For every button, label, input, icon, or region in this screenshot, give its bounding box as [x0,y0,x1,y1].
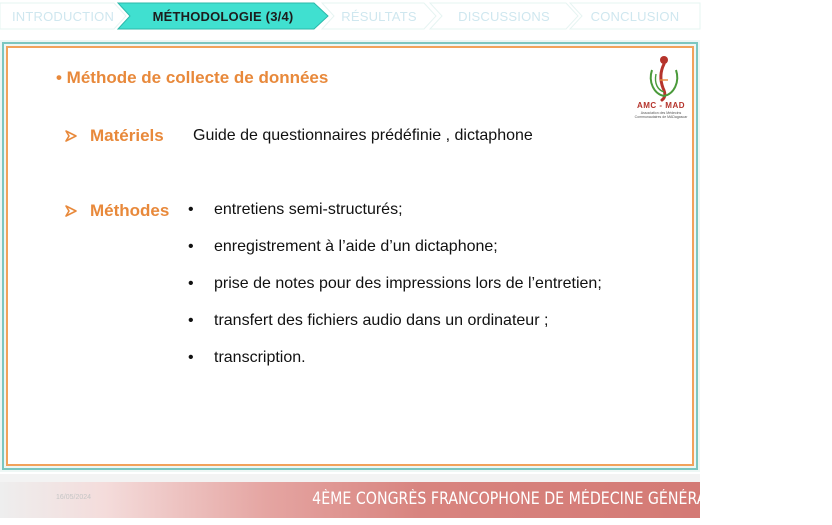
nav-tab-label: RÉSULTATS [341,8,417,24]
methodes-label: Méthodes [90,201,170,220]
section-heading: • Méthode de collecte de données [56,68,329,87]
footer-bottom-strip [0,518,700,525]
materiels-label: Matériels [90,126,164,145]
nav-tab-conclusion[interactable] [570,3,700,29]
bullet-dot-icon: • [188,275,194,292]
bullet-dot-icon: • [188,201,194,218]
methode-item [188,349,306,367]
nav-tab-methodologie[interactable] [118,3,328,29]
slide-content-area [6,46,694,466]
logo-name: AMC - MAD [636,101,686,110]
arrow-bullet-icon [64,204,78,218]
methode-item [188,275,602,293]
nav-tab-introduction[interactable] [0,3,126,29]
bullet-dot-icon: • [188,238,194,255]
bullet-dot-icon: • [188,349,194,366]
methode-item-text: transfert des fichiers audio dans un ordinateur ; [214,312,549,329]
bullet-dot-icon: • [188,312,194,329]
footer-divider [0,474,700,482]
methode-item [188,201,403,219]
methode-item [188,312,548,330]
methodes-label-row [64,201,169,221]
nav-tab-label: CONCLUSION [590,8,680,24]
methode-item-text: enregistrement à l’aide d’un dictaphone; [214,238,498,255]
logo-subtitle: Association des Médecins Communautaires de MADagascar [634,111,688,119]
footer-date: 16/05/2024 [56,494,92,501]
nav-tab-label: MÉTHODOLOGIE (3/4) [152,8,294,24]
nav-tab-label: INTRODUCTION [11,8,115,24]
methode-item [188,238,498,256]
methode-item-text: entretiens semi-structurés; [214,201,403,218]
methode-item-text: transcription. [214,349,306,366]
materiels-label-row [64,126,164,146]
nav-tab-label: DISCUSSIONS [458,8,550,24]
section-nav [0,0,700,36]
methode-item-text: prise de notes pour des impressions lors de l’entretien; [214,275,602,292]
materiels-text: Guide de questionnaires prédéfinie , dictaphone [193,127,533,144]
arrow-bullet-icon [64,129,78,143]
footer-title: 4ÈME CONGRÈS FRANCOPHONE DE MÉDECINE GÉNÉRALE OCÉAN INDIEN [312,489,832,508]
nav-tab-discussions[interactable] [430,3,578,29]
nav-tab-resultats[interactable] [322,3,436,29]
